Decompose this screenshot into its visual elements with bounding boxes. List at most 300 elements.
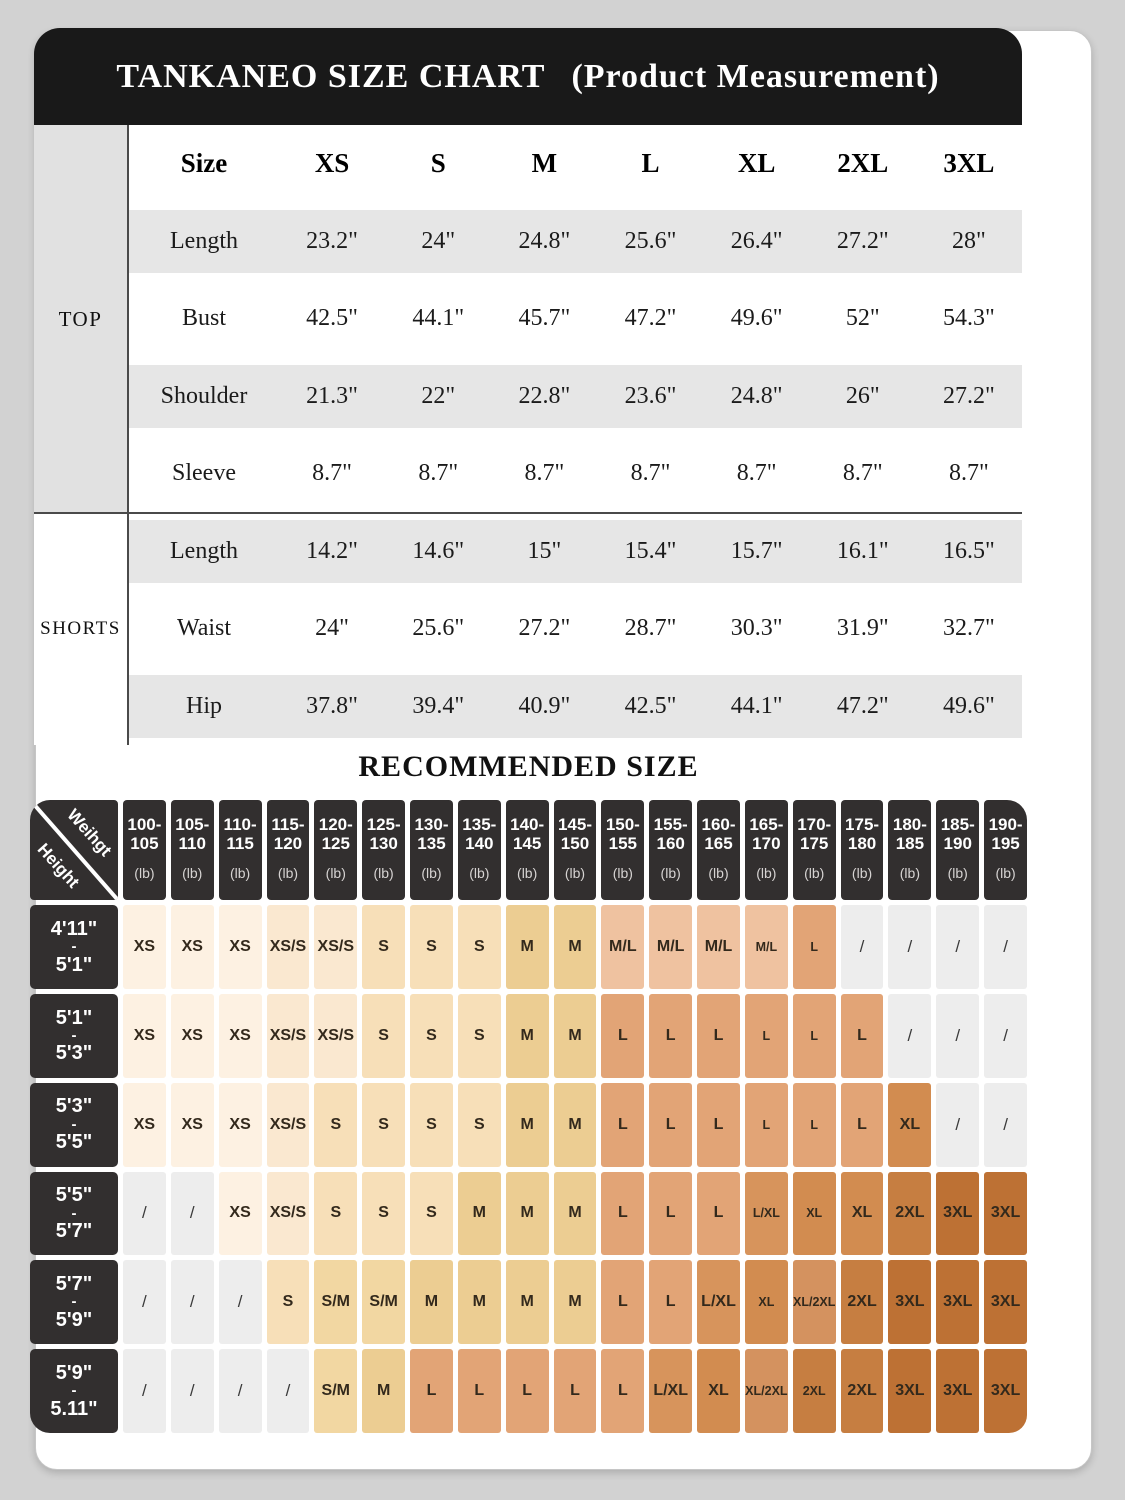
recommended-size-cell: M: [410, 1260, 453, 1344]
recommended-grid: [30, 800, 1027, 1433]
weight-range-line: 145-: [557, 815, 592, 834]
recommended-size-cell: /: [936, 905, 979, 989]
weight-range-line: 175: [800, 834, 829, 854]
weight-header: [649, 800, 692, 900]
section-top: [34, 125, 129, 513]
recommended-size-cell: L: [745, 1083, 788, 1167]
weight-unit-label: (lb): [134, 865, 155, 882]
recommended-size-cell: L: [793, 994, 836, 1078]
weight-range-line: 130: [369, 834, 398, 854]
measurement-row: [129, 358, 1022, 436]
measurement-value: 47.2": [624, 305, 677, 332]
weight-range-line: 120-: [318, 815, 353, 834]
height-dash: -: [71, 1293, 77, 1311]
recommended-size-cell: XS/S: [267, 905, 310, 989]
recommended-size-cell: L/XL: [745, 1172, 788, 1256]
weight-range-line: 100-: [127, 815, 162, 834]
measurement-row-label: Shoulder: [160, 382, 248, 409]
weight-header: [362, 800, 405, 900]
measurement-value: 44.1": [412, 305, 465, 332]
measurement-value: 3XL: [943, 148, 995, 179]
measurement-value: 47.2": [836, 692, 889, 719]
measurement-value: XL: [737, 148, 776, 179]
weight-range-line: 115-: [271, 815, 305, 834]
recommended-size-cell: XS/S: [267, 994, 310, 1078]
recommended-size-cell: /: [171, 1349, 214, 1433]
height-from: 5'9": [55, 1361, 93, 1384]
recommended-size-cell: XS: [219, 1083, 262, 1167]
weight-range-line: 125: [321, 834, 350, 854]
height-from: 5'3": [55, 1095, 93, 1118]
measurement-table: [34, 125, 1022, 745]
recommended-size-cell: L: [649, 1172, 692, 1256]
weight-unit-label: (lb): [564, 865, 586, 882]
recommended-size-cell: S: [362, 1172, 405, 1256]
recommended-size-cell: XS: [123, 1083, 166, 1167]
recommended-size-cell: XS: [123, 905, 166, 989]
section-shorts-label: SHORTS: [40, 618, 121, 639]
measurement-row: [129, 513, 1022, 591]
weight-range-line: 185-: [940, 815, 975, 834]
recommended-size-cell: L: [601, 1349, 644, 1433]
measurement-value: 25.6": [624, 227, 677, 254]
recommended-size-cell: L: [506, 1349, 549, 1433]
measurement-value: 45.7": [518, 305, 571, 332]
recommended-size-cell: L: [601, 1260, 644, 1344]
weight-header: [314, 800, 357, 900]
recommended-size-cell: S: [458, 994, 501, 1078]
weight-header: [458, 800, 501, 900]
recommended-size-cell: XS/S: [267, 1083, 310, 1167]
weight-range-line: 110-: [223, 815, 257, 834]
chart-title: TANKANEO SIZE CHART: [116, 57, 546, 95]
recommended-size-cell: S: [410, 905, 453, 989]
recommended-size-cell: /: [936, 1083, 979, 1167]
weight-header: [506, 800, 549, 900]
recommended-size-cell: 3XL: [936, 1260, 979, 1344]
measurement-value: 24.8": [518, 227, 571, 254]
recommended-size-cell: /: [267, 1349, 310, 1433]
weight-header: [888, 800, 931, 900]
recommended-size-cell: M: [554, 994, 597, 1078]
height-dash: -: [71, 1204, 77, 1222]
measurement-value: 37.8": [306, 692, 358, 719]
recommended-size-cell: L: [697, 994, 740, 1078]
weight-unit-label: (lb): [612, 865, 633, 882]
recommended-size-cell: XS/S: [314, 994, 357, 1078]
recommended-size-cell: XS: [219, 905, 262, 989]
recommended-size-cell: /: [936, 994, 979, 1078]
recommended-size-cell: M: [458, 1172, 501, 1256]
measurement-rows: [129, 125, 1022, 745]
measurement-value: S: [430, 148, 446, 179]
weight-range-line: 120: [273, 834, 303, 854]
recommended-size-cell: 3XL: [888, 1260, 931, 1344]
measurement-value: 23.2": [306, 227, 358, 254]
recommended-size-cell: /: [888, 994, 931, 1078]
recommended-size-cell: 2XL: [841, 1349, 884, 1433]
weight-range-line: 105-: [175, 815, 210, 834]
measurement-value: 15.7": [730, 537, 783, 564]
recommended-size-cell: L: [697, 1083, 740, 1167]
recommended-size-cell: S: [410, 1083, 453, 1167]
recommended-size-cell: 3XL: [888, 1349, 931, 1433]
recommended-size-cell: M: [458, 1260, 501, 1344]
chart-title-bar: [34, 28, 1022, 125]
measurement-value: 31.9": [836, 615, 889, 642]
height-label: [30, 1083, 118, 1167]
recommended-size-cell: /: [984, 1083, 1027, 1167]
weight-range-line: 160-: [701, 815, 736, 834]
weight-header: [410, 800, 453, 900]
recommended-size-cell: M: [506, 905, 549, 989]
recommended-size-cell: L: [554, 1349, 597, 1433]
recommended-size-cell: /: [219, 1260, 262, 1344]
recommended-size-cell: L: [793, 905, 836, 989]
weight-range-line: 110: [178, 834, 206, 854]
measurement-row-label: Size: [180, 148, 228, 179]
weight-range-line: 140-: [510, 815, 545, 834]
measurement-row: [129, 280, 1022, 358]
recommended-size-cell: /: [984, 905, 1027, 989]
recommended-size-cell: 2XL: [793, 1349, 836, 1433]
weight-range-line: 175-: [845, 815, 880, 834]
recommended-size-cell: /: [841, 905, 884, 989]
measurement-row-label: Length: [170, 537, 238, 564]
height-from: 5'7": [55, 1273, 93, 1296]
measurement-value: 16.5": [943, 537, 995, 564]
chart-subtitle: (Product Measurement): [571, 57, 940, 95]
weight-range-line: 140: [465, 834, 494, 854]
weight-range-line: 160: [656, 834, 685, 854]
measurement-value: 8.7": [736, 460, 777, 487]
weight-range-line: 155: [608, 834, 638, 854]
recommended-size-cell: XS: [123, 994, 166, 1078]
weight-unit-label: (lb): [517, 865, 538, 882]
recommended-size-cell: M/L: [601, 905, 644, 989]
weight-header: [793, 800, 836, 900]
height-from: 5'1": [55, 1006, 93, 1029]
measurement-value: 8.7": [949, 460, 989, 487]
recommended-size-title: RECOMMENDED SIZE: [358, 750, 699, 783]
corner-weight-label: Weihgt: [63, 805, 116, 860]
recommended-size-cell: S: [267, 1260, 310, 1344]
recommended-size-cell: L: [745, 994, 788, 1078]
weight-unit-label: (lb): [277, 865, 299, 882]
recommended-size-cell: S: [314, 1083, 357, 1167]
recommended-size-cell: XL/2XL: [793, 1260, 836, 1344]
recommended-size-cell: 3XL: [936, 1172, 979, 1256]
weight-unit-label: (lb): [421, 865, 442, 882]
recommended-size-cell: 3XL: [984, 1260, 1027, 1344]
weight-range-line: 150-: [605, 815, 640, 834]
measurement-value: 24.8": [730, 382, 783, 409]
measurement-value: 21.3": [306, 382, 358, 409]
measurement-value: 14.2": [306, 537, 358, 564]
recommended-size-cell: XS: [219, 1172, 262, 1256]
measurement-row: [129, 125, 1022, 203]
weight-range-line: 170: [752, 834, 781, 854]
recommended-size-cell: M: [506, 1083, 549, 1167]
measurement-value: 39.4": [412, 692, 465, 719]
recommended-size-cell: XS: [171, 1083, 214, 1167]
weight-unit-label: (lb): [708, 865, 729, 882]
measurement-value: 49.6": [943, 692, 995, 719]
height-label: [30, 1349, 118, 1433]
measurement-value: M: [531, 148, 558, 179]
measurement-value: 22.8": [518, 382, 571, 409]
recommended-size-cell: /: [984, 994, 1027, 1078]
height-to: 5'3": [55, 1042, 93, 1065]
weight-unit-label: (lb): [660, 865, 681, 882]
recommended-size-cell: M: [554, 1172, 597, 1256]
measurement-value: 42.5": [624, 692, 677, 719]
measurement-value: 15.4": [624, 537, 677, 564]
measurement-value: 2XL: [837, 148, 889, 179]
weight-range-line: 165-: [749, 815, 784, 834]
recommended-size-cell: /: [888, 905, 931, 989]
recommended-size-cell: XS: [171, 905, 214, 989]
measurement-value: XS: [314, 148, 350, 179]
recommended-size-cell: L: [601, 1172, 644, 1256]
weight-header: [219, 800, 262, 900]
weight-range-line: 145: [512, 834, 542, 854]
measurement-value: 26": [845, 382, 880, 409]
recommended-size-cell: L: [649, 1260, 692, 1344]
recommended-size-cell: M: [554, 905, 597, 989]
recommended-size-cell: L/XL: [697, 1260, 740, 1344]
measurement-row-label: Waist: [176, 615, 232, 642]
recommended-size-cell: L: [601, 994, 644, 1078]
recommended-size-cell: L: [697, 1172, 740, 1256]
height-to: 5'1": [55, 953, 93, 976]
recommended-size-cell: XL: [841, 1172, 884, 1256]
height-label: [30, 905, 118, 989]
measurement-value: 52": [845, 305, 880, 332]
recommended-size-cell: S: [458, 905, 501, 989]
recommended-size-cell: /: [123, 1172, 166, 1256]
measurement-value: 49.6": [730, 305, 783, 332]
measurement-value: 27.2": [518, 615, 571, 642]
height-from: 5'5": [55, 1184, 93, 1207]
measurement-value: 24": [421, 227, 456, 254]
measurement-value: 27.2": [943, 382, 995, 409]
recommended-size-cell: M/L: [649, 905, 692, 989]
recommended-size-cell: L: [649, 1083, 692, 1167]
weight-header: [697, 800, 740, 900]
measurement-value: 30.3": [730, 615, 783, 642]
height-dash: -: [71, 938, 77, 956]
measurement-value: L: [641, 148, 660, 179]
recommended-size-cell: M: [554, 1083, 597, 1167]
measurement-value: 16.1": [836, 537, 889, 564]
grid-corner-cell: [30, 800, 118, 900]
recommended-size-cell: M: [362, 1349, 405, 1433]
weight-header: [171, 800, 214, 900]
weight-range-line: 135-: [462, 815, 497, 834]
measurement-value: 8.7": [842, 460, 883, 487]
recommended-size-cell: L: [410, 1349, 453, 1433]
recommended-size-cell: XL: [793, 1172, 836, 1256]
measurement-value: 54.3": [943, 305, 995, 332]
recommended-size-cell: /: [123, 1260, 166, 1344]
height-dash: -: [71, 1115, 77, 1133]
recommended-size-cell: 3XL: [936, 1349, 979, 1433]
recommended-size-cell: L: [841, 994, 884, 1078]
height-to: 5'9": [55, 1308, 93, 1331]
weight-unit-label: (lb): [851, 865, 873, 882]
recommended-size-cell: XL: [697, 1349, 740, 1433]
weight-range-line: 165: [704, 834, 733, 854]
measurement-row: [129, 435, 1022, 513]
height-dash: -: [71, 1026, 77, 1044]
weight-header: [554, 800, 597, 900]
weight-unit-label: (lb): [899, 865, 920, 882]
recommended-size-cell: L: [601, 1083, 644, 1167]
recommended-size-cell: /: [123, 1349, 166, 1433]
recommended-size-cell: S: [362, 994, 405, 1078]
measurement-row-label: Sleeve: [172, 460, 236, 487]
recommended-size-cell: S: [410, 1172, 453, 1256]
weight-unit-label: (lb): [325, 865, 346, 882]
measurement-value: 8.7": [630, 460, 671, 487]
recommended-size-cell: M: [506, 1172, 549, 1256]
weight-unit-label: (lb): [995, 865, 1016, 882]
measurement-value: 44.1": [730, 692, 783, 719]
corner-height-label: Height: [33, 839, 84, 892]
recommended-size-cell: /: [171, 1260, 214, 1344]
weight-header: [267, 800, 310, 900]
measurement-row-label: Bust: [181, 305, 226, 332]
weight-header: [936, 800, 979, 900]
weight-range-line: 170-: [797, 815, 832, 834]
section-divider: [34, 512, 1022, 515]
recommended-size-cell: M: [506, 994, 549, 1078]
weight-range-line: 135: [417, 834, 446, 854]
recommended-size-cell: S: [458, 1083, 501, 1167]
measurement-value: 28": [952, 227, 986, 254]
recommended-size-cell: M: [506, 1260, 549, 1344]
measurement-value: 40.9": [518, 692, 571, 719]
height-label: [30, 1172, 118, 1256]
weight-range-line: 195: [991, 834, 1020, 854]
measurement-value: 15": [527, 537, 562, 564]
recommended-size-cell: XS: [171, 994, 214, 1078]
measurement-value: 8.7": [524, 460, 565, 487]
measurement-value: 32.7": [943, 615, 995, 642]
weight-header: [123, 800, 166, 900]
weight-range-line: 180-: [892, 815, 927, 834]
weight-header: [984, 800, 1027, 900]
measurement-value: 23.6": [624, 382, 677, 409]
recommended-size-cell: XS/S: [314, 905, 357, 989]
section-shorts: [34, 513, 129, 745]
weight-range-line: 190: [943, 834, 972, 854]
weight-unit-label: (lb): [469, 865, 490, 882]
weight-unit-label: (lb): [756, 865, 777, 882]
weight-range-line: 130-: [414, 815, 449, 834]
measurement-value: 8.7": [418, 460, 459, 487]
height-label: [30, 994, 118, 1078]
measurement-value: 22": [421, 382, 456, 409]
recommended-size-cell: XL/2XL: [745, 1349, 788, 1433]
recommended-size-cell: L: [841, 1083, 884, 1167]
recommended-size-cell: XL: [745, 1260, 788, 1344]
recommended-size-cell: L: [793, 1083, 836, 1167]
recommended-size-cell: S: [314, 1172, 357, 1256]
recommended-size-cell: XS: [219, 994, 262, 1078]
weight-range-line: 185: [895, 834, 925, 854]
height-to: 5'7": [55, 1220, 93, 1243]
weight-header: [841, 800, 884, 900]
recommended-size-cell: L: [458, 1349, 501, 1433]
weight-header: [745, 800, 788, 900]
height-dash: -: [71, 1382, 77, 1400]
recommended-size-cell: L: [649, 994, 692, 1078]
measurement-value: 42.5": [306, 305, 358, 332]
recommended-size-cell: S: [362, 905, 405, 989]
measurement-row-label: Hip: [186, 692, 222, 719]
weight-range-line: 180: [847, 834, 877, 854]
weight-range-line: 115: [226, 834, 254, 854]
recommended-size-cell: XL: [888, 1083, 931, 1167]
recommended-size-cell: L/XL: [649, 1349, 692, 1433]
measurement-row: [129, 668, 1022, 746]
weight-unit-label: (lb): [947, 865, 968, 882]
measurement-row-label: Length: [170, 227, 238, 254]
height-to: 5.11": [50, 1397, 98, 1420]
weight-unit-label: (lb): [373, 865, 394, 882]
recommended-size-cell: 3XL: [984, 1349, 1027, 1433]
weight-range-line: 125-: [366, 815, 401, 834]
recommended-size-cell: 2XL: [888, 1172, 931, 1256]
weight-header: [601, 800, 644, 900]
recommended-size-cell: 3XL: [984, 1172, 1027, 1256]
recommended-size-cell: S: [410, 994, 453, 1078]
measurement-row: [129, 203, 1022, 281]
measurement-value: 27.2": [836, 227, 889, 254]
weight-unit-label: (lb): [804, 865, 825, 882]
measurement-value: 8.7": [312, 460, 352, 487]
recommended-size-cell: S/M: [314, 1260, 357, 1344]
recommended-size-cell: /: [171, 1172, 214, 1256]
recommended-size-cell: S/M: [362, 1260, 405, 1344]
weight-range-line: 155-: [653, 815, 688, 834]
recommended-size-cell: S/M: [314, 1349, 357, 1433]
measurement-value: 24": [315, 615, 349, 642]
weight-unit-label: (lb): [229, 865, 251, 882]
weight-range-line: 190-: [988, 815, 1023, 834]
recommended-size-cell: XS/S: [267, 1172, 310, 1256]
height-to: 5'5": [55, 1131, 93, 1154]
weight-range-line: 150: [560, 834, 590, 854]
recommended-size-cell: M: [554, 1260, 597, 1344]
recommended-size-cell: M/L: [745, 905, 788, 989]
recommended-size-cell: M/L: [697, 905, 740, 989]
recommended-size-cell: S: [362, 1083, 405, 1167]
height-label: [30, 1260, 118, 1344]
measurement-value: 28.7": [624, 615, 677, 642]
measurement-value: 26.4": [730, 227, 783, 254]
measurement-value: 14.6": [412, 537, 465, 564]
recommended-size-cell: 2XL: [841, 1260, 884, 1344]
section-top-label: TOP: [58, 306, 103, 331]
height-from: 4'11": [50, 917, 98, 940]
weight-range-line: 105: [130, 834, 159, 854]
recommended-size-cell: /: [219, 1349, 262, 1433]
weight-unit-label: (lb): [182, 865, 203, 882]
measurement-row: [129, 590, 1022, 668]
